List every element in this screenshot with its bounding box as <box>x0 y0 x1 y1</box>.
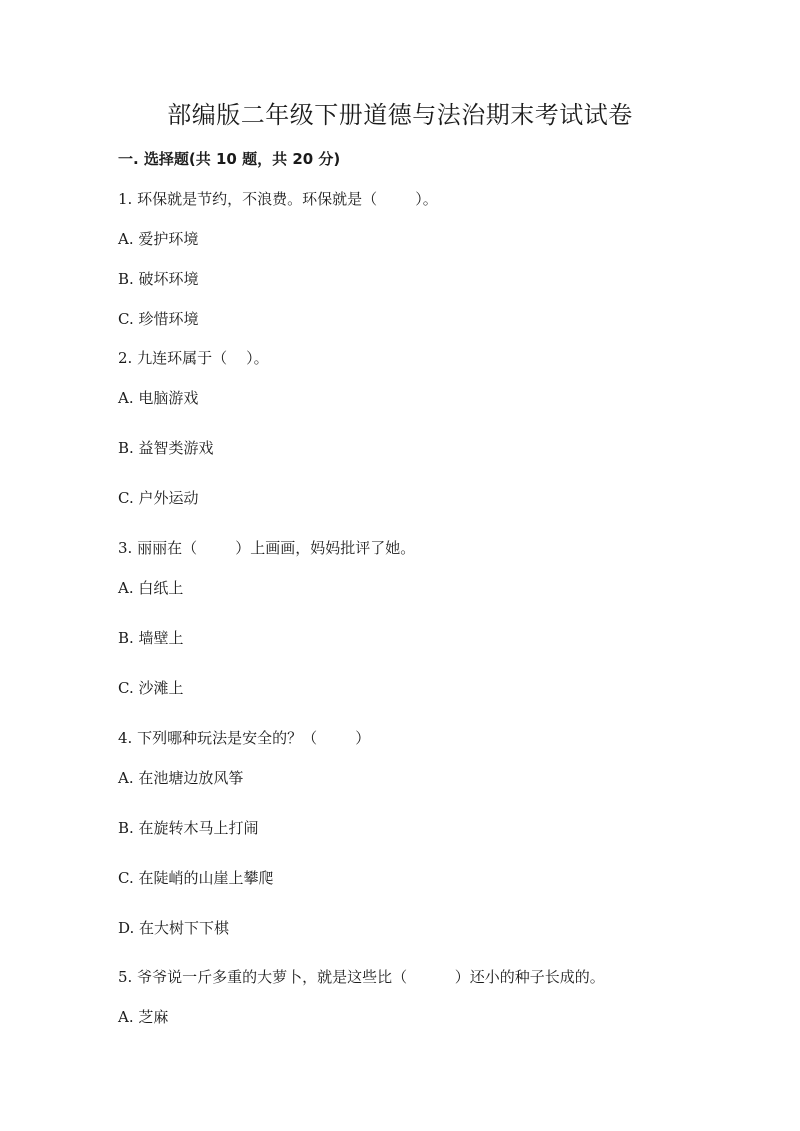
section-heading: 一. 选择题(共 10 题，共 20 分) <box>118 150 341 168</box>
question-stem: 5. 爷爷说一斤多重的大萝卜，就是这些比（ ）还小的种子长成的。 <box>118 968 605 986</box>
question-option: A. 白纸上 <box>118 579 184 597</box>
question-option: C. 珍惜环境 <box>118 310 199 328</box>
question-stem: 1. 环保就是节约，不浪费。环保就是（ ）。 <box>118 190 438 208</box>
question-option: A. 电脑游戏 <box>118 389 199 407</box>
question-option: B. 破坏环境 <box>118 270 199 288</box>
question-option: B. 墙壁上 <box>118 629 184 647</box>
question-stem: 2. 九连环属于（ ）。 <box>118 349 269 367</box>
question-option: A. 芝麻 <box>118 1008 169 1026</box>
question-stem: 4. 下列哪种玩法是安全的？（ ） <box>118 729 371 747</box>
question-stem: 3. 丽丽在（ ）上画画，妈妈批评了她。 <box>118 539 416 557</box>
question-option: A. 在池塘边放风筝 <box>118 769 244 787</box>
question-option: D. 在大树下下棋 <box>118 919 230 937</box>
question-option: A. 爱护环境 <box>118 230 199 248</box>
question-option: B. 在旋转木马上打闹 <box>118 819 259 837</box>
question-option: C. 户外运动 <box>118 489 199 507</box>
question-option: B. 益智类游戏 <box>118 439 214 457</box>
question-option: C. 沙滩上 <box>118 679 184 697</box>
question-option: C. 在陡峭的山崖上攀爬 <box>118 869 274 887</box>
exam-title: 部编版二年级下册道德与法治期末考试试卷 <box>167 101 633 129</box>
